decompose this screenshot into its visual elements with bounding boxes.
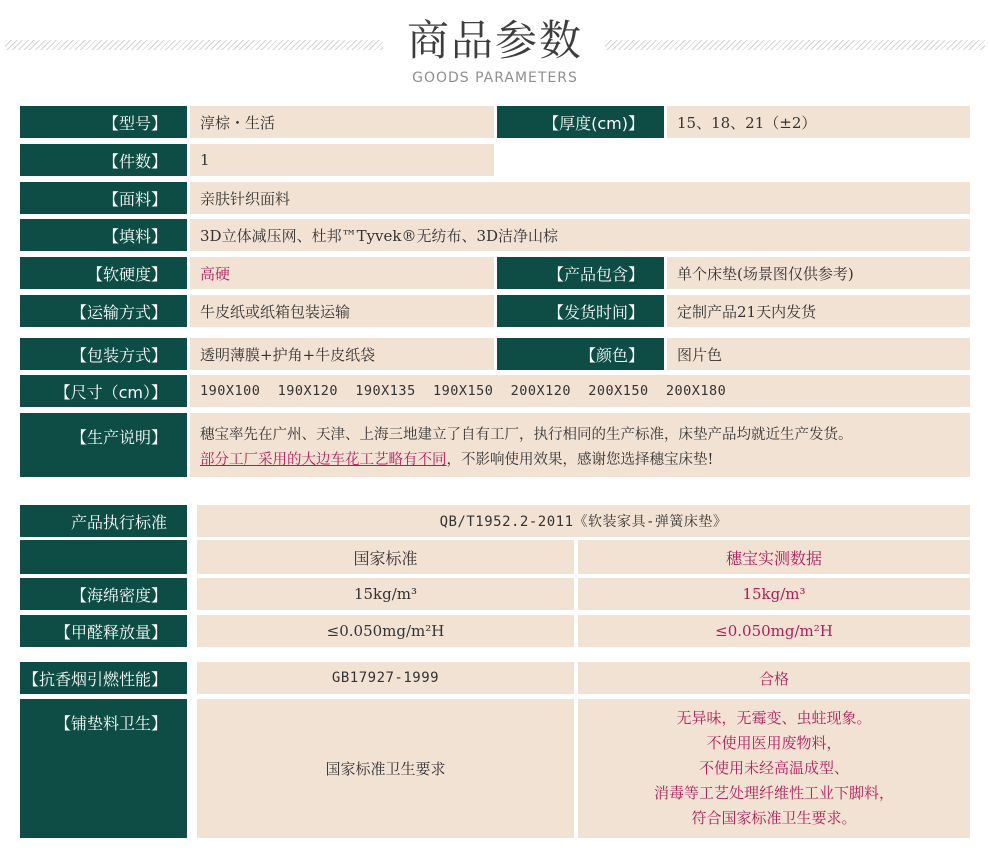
- color-value: 图片色: [667, 338, 970, 370]
- hygiene-line: 无异味，无霉变、虫蛀现象。: [676, 709, 872, 727]
- color-label: 【颜色】: [497, 338, 664, 370]
- fabric-value: 亲肤针织面料: [190, 182, 970, 214]
- formaldehyde-measured: ≤0.050mg/m²H: [578, 615, 970, 647]
- formaldehyde-label: 【甲醛释放量】: [20, 615, 187, 647]
- filling-value: 3D立体减压网、杜邦™Tyvek®无纺布、3D洁净山棕: [190, 219, 970, 251]
- density-measured: 15kg/m³: [578, 578, 970, 610]
- smoke-label: 【抗香烟引燃性能】: [20, 662, 187, 694]
- exec-standard-value: QB/T1952.2-2011《软装家具-弹簧床垫》: [197, 505, 970, 537]
- column-header-measured: 穗宝实测数据: [578, 540, 970, 574]
- page-title: 商品参数: [406, 16, 583, 65]
- delivery-label: 【发货时间】: [497, 295, 664, 327]
- production-label: 【生产说明】: [20, 413, 187, 477]
- exec-standard-label: 产品执行标准: [20, 505, 187, 537]
- production-highlight: 部分工厂采用的大边车花工艺略有不同: [200, 452, 447, 468]
- model-value: 淳棕・生活: [190, 106, 494, 138]
- production-line-2: [200, 448, 970, 473]
- density-label: 【海绵密度】: [20, 578, 187, 610]
- shipping-value: 牛皮纸或纸箱包装运输: [190, 295, 494, 327]
- hygiene-line: 消毒等工艺处理纤维性工业下脚料，: [653, 784, 894, 802]
- hygiene-line: 不使用未经高温成型、: [698, 759, 849, 777]
- model-label: 【型号】: [20, 106, 187, 138]
- hygiene-line: 符合国家标准卫生要求。: [691, 809, 857, 827]
- size-label: 【尺寸（cm）】: [20, 375, 187, 407]
- hardness-label: 【软硬度】: [20, 257, 187, 289]
- delivery-value: 定制产品21天内发货: [667, 295, 970, 327]
- shipping-label: 【运输方式】: [20, 295, 187, 327]
- thickness-value: 15、18、21（±2）: [667, 106, 970, 138]
- thickness-label: 【厚度(cm)】: [497, 106, 664, 138]
- formaldehyde-national: ≤0.050mg/m²H: [197, 615, 574, 647]
- hygiene-line: 不使用医用废物料，: [706, 734, 842, 752]
- count-label: 【件数】: [20, 144, 187, 176]
- column-header-blank: [20, 540, 187, 574]
- page-subtitle: GOODS PARAMETERS: [412, 70, 578, 86]
- hygiene-national: 国家标准卫生要求: [197, 699, 574, 838]
- size-value: 190X100 190X120 190X135 190X150 200X120 200X150 200X180: [190, 375, 970, 407]
- contents-value: 单个床垫(场景图仅供参考): [667, 257, 970, 289]
- column-header-national: 国家标准: [197, 540, 574, 574]
- packaging-value: 透明薄膜+护角+牛皮纸袋: [190, 338, 494, 370]
- density-national: 15kg/m³: [197, 578, 574, 610]
- packaging-label: 【包装方式】: [20, 338, 187, 370]
- contents-label: 【产品包含】: [497, 257, 664, 289]
- production-line-2-rest: ，不影响使用效果，感谢您选择穗宝床垫!: [446, 452, 714, 468]
- filling-label: 【填料】: [20, 219, 187, 251]
- production-note: [190, 413, 970, 477]
- count-value: 1: [190, 144, 494, 176]
- hygiene-label: 【铺垫料卫生】: [20, 699, 187, 838]
- section-header: [0, 0, 990, 100]
- production-line-1: 穗宝率先在广州、天津、上海三地建立了自有工厂，执行相同的生产标准，床垫产品均就近生产发货。: [200, 427, 853, 443]
- smoke-national: GB17927-1999: [197, 662, 574, 694]
- fabric-label: 【面料】: [20, 182, 187, 214]
- hardness-value: 高硬: [190, 257, 494, 289]
- smoke-measured: 合格: [578, 662, 970, 694]
- hygiene-measured: [578, 699, 970, 838]
